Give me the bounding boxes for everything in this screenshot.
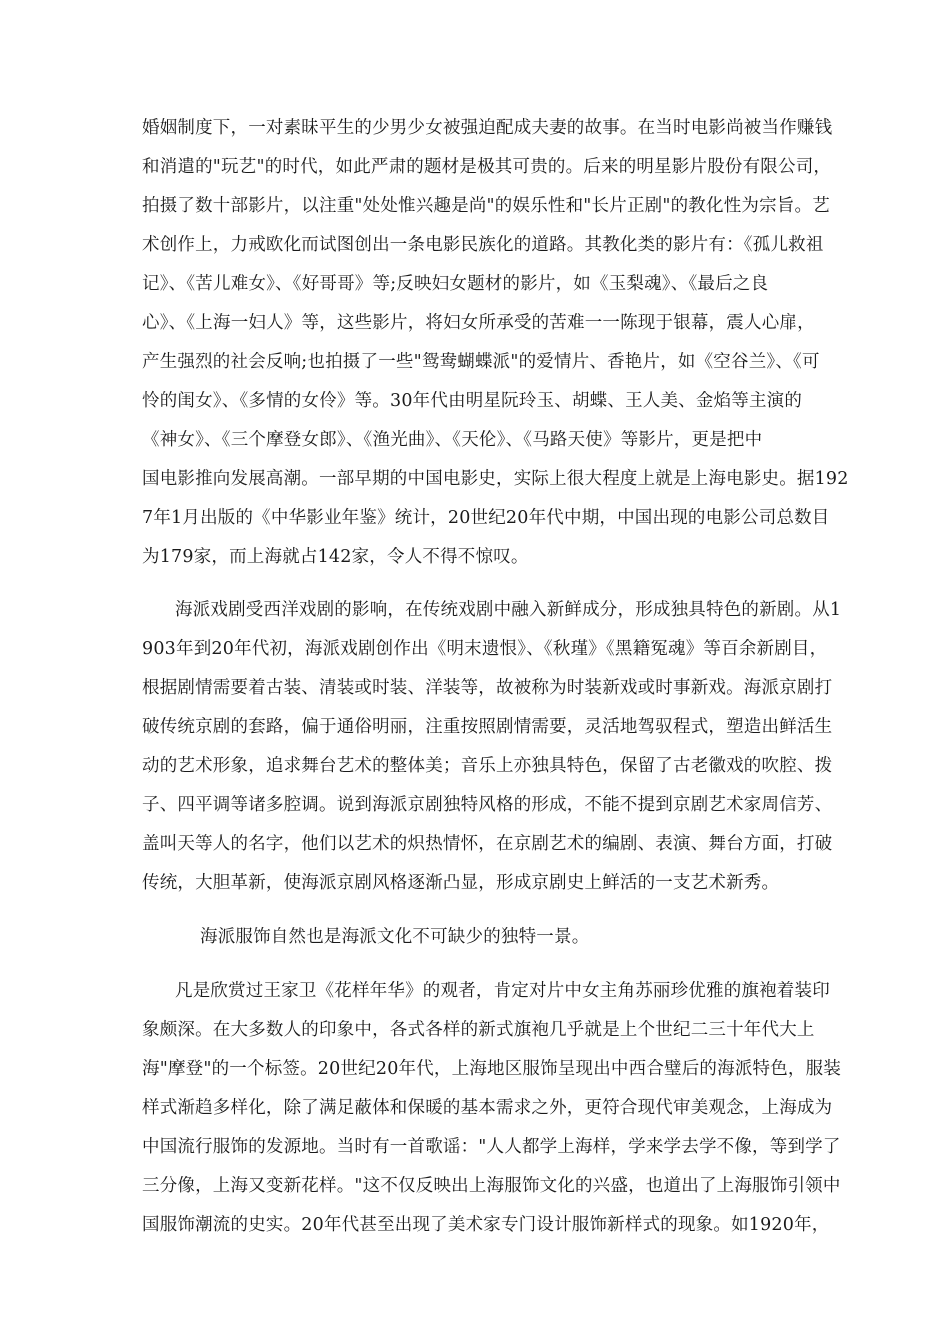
text-line: 象颇深。在大多数人的印象中，各式各样的新式旗袍几乎就是上个世纪二三十年代大上: [142, 1020, 815, 1040]
text-line: 海派戏剧受西洋戏剧的影响，在传统戏剧中融入新鲜成分，形成独具特色的新剧。从1: [175, 600, 842, 620]
text-line: 国服饰潮流的史实。20年代甚至出现了美术家专门设计服饰新样式的现象。如1920年，: [142, 1215, 830, 1235]
text-line: 破传统京剧的套路，偏于通俗明丽，注重按照剧情需要，灵活地驾驭程式，塑造出鲜活生: [142, 717, 833, 737]
text-line: 怜的闺女》、《多情的女伶》等。30年代由明星阮玲玉、胡蝶、王人美、金焰等主演的: [142, 391, 803, 411]
text-line: 海"摩登"的一个标签。20世纪20年代，上海地区服饰呈现出中西合璧后的海派特色，服装: [142, 1059, 842, 1079]
text-line: 盖叫天等人的名字，他们以艺术的炽热情怀，在京剧艺术的编剧、表演、舞台方面，打破: [142, 834, 833, 854]
text-line: 三分像，上海又变新花样。"这不仅反映出上海服饰文化的兴盛，也道出了上海服饰引领中: [142, 1176, 841, 1196]
text-line: 拍摄了数十部影片，以注重"处处惟兴趣是尚"的娱乐性和"长片正剧"的教化性为宗旨。艺: [142, 196, 830, 216]
text-line: 中国流行服饰的发源地。当时有一首歌谣："人人都学上海样，学来学去学不像，等到学了: [142, 1137, 841, 1157]
text-line: 和消遣的"玩艺"的时代，如此严肃的题材是极其可贵的。后来的明星影片股份有限公司，: [142, 157, 832, 177]
text-line: 国电影推向发展高潮。一部早期的中国电影史，实际上很大程度上就是上海电影史。据192: [142, 469, 849, 489]
text-line: 为179家，而上海就占142家，令人不得不惊叹。: [142, 547, 529, 567]
text-line: 子、四平调等诸多腔调。说到海派京剧独特风格的形成，不能不提到京剧艺术家周信芳、: [142, 795, 833, 815]
text-line: 根据剧情需要着古装、清装或时装、洋装等，故被称为时装新戏或时事新戏。海派京剧打: [142, 678, 833, 698]
text-line: 《神女》、《三个摩登女郎》、《渔光曲》、《天伦》、《马路天使》等影片，更是把中: [142, 430, 763, 450]
text-line: 动的艺术形象，追求舞台艺术的整体美；音乐上亦独具特色，保留了古老徽戏的吹腔、拨: [142, 756, 833, 776]
text-line: 产生强烈的社会反响;也拍摄了一些"鸳鸯蝴蝶派"的爱情片、香艳片，如《空谷兰》、《可: [142, 352, 820, 372]
text-line: 903年到20年代初，海派戏剧创作出《明末遗恨》、《秋瑾》《黑籍冤魂》等百余新剧目，: [142, 639, 828, 659]
text-line: 样式渐趋多样化，除了满足蔽体和保暖的基本需求之外，更符合现代审美观念，上海成为: [142, 1098, 833, 1118]
text-line: 凡是欣赏过王家卫《花样年华》的观者，肯定对片中女主角苏丽珍优雅的旗袍着装印: [175, 981, 830, 1001]
text-line: 记》、《苦儿难女》、《好哥哥》等;反映妇女题材的影片，如《玉梨魂》、《最后之良: [142, 274, 769, 294]
text-line: 术创作上，力戒欧化而试图创出一条电影民族化的道路。其教化类的影片有：《孤儿救祖: [142, 235, 824, 255]
text-line: 海派服饰自然也是海派文化不可缺少的独特一景。: [200, 927, 590, 947]
text-line: 7年1月出版的《中华影业年鉴》统计，20世纪20年代中期，中国出现的电影公司总数目: [142, 508, 830, 528]
text-line: 传统，大胆革新，使海派京剧风格逐渐凸显，形成京剧史上鲜活的一支艺术新秀。: [142, 873, 780, 893]
text-line: 婚姻制度下，一对素昧平生的少男少女被强迫配成夫妻的故事。在当时电影尚被当作赚钱: [142, 118, 833, 138]
text-line: 心》、《上海一妇人》等，这些影片，将妇女所承受的苦难一一陈现于银幕，震人心扉，: [142, 313, 815, 333]
